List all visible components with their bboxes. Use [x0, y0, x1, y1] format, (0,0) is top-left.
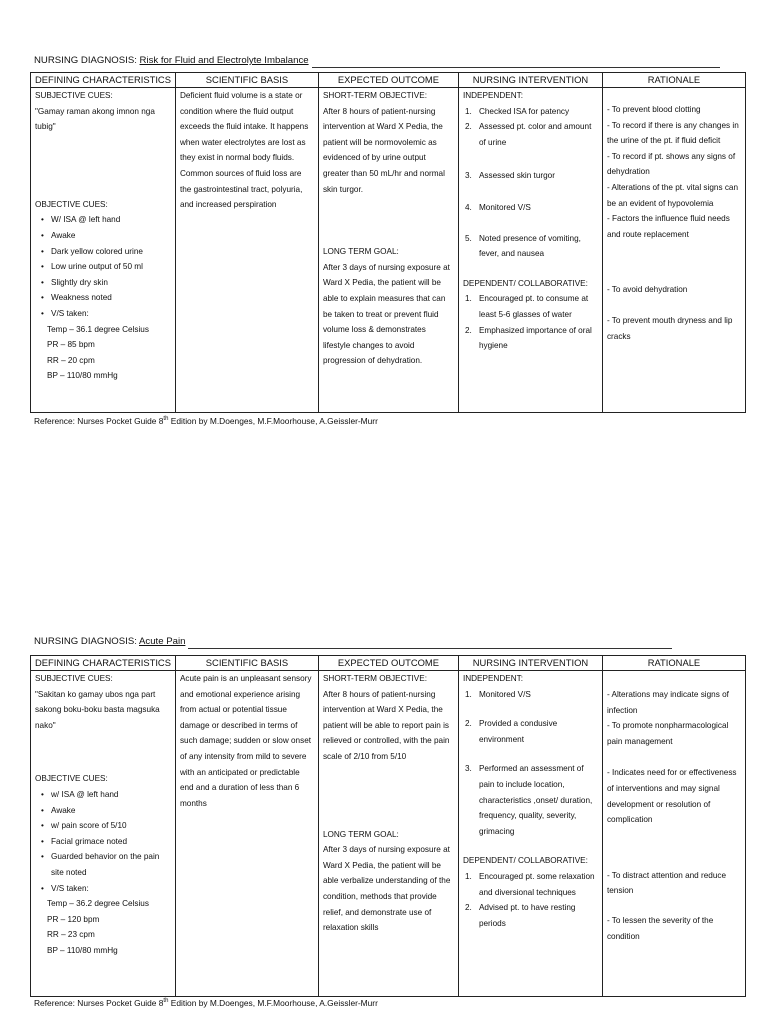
nursing-intervention-cell: [458, 88, 602, 413]
vital-sign: Temp – 36.1 degree Celsius: [47, 324, 149, 334]
short-term-text: After 8 hours of patient-nursing intervention at Ward X Pedia, the patient will be able to report pain is relieved or controlled, with the pain scale of 2/10 from 5/10: [322, 689, 450, 761]
diagnosis-underline: [312, 67, 720, 68]
subjective-quote: "Sakitan ko gamay ubos nga part sakong boku-boku basta magsuka nako": [35, 689, 160, 730]
short-term-label: SHORT-TERM OBJECTIVE:: [322, 91, 427, 100]
intervention-item: 3. Performed an assessment of pain to include location, characteristics ,onset/ duration, frequency, quality, severity, grimacing: [464, 764, 593, 836]
subjective-quote: "Gamay raman akong imnon nga tubig": [35, 106, 155, 132]
header-defining-characteristics: DEFINING CHARACTERISTICS: [31, 73, 176, 88]
diagnosis-underline: [188, 648, 672, 649]
vital-sign: BP – 110/80 mmHg: [47, 945, 118, 955]
short-term-text: After 8 hours of patient-nursing intervention at Ward X Pedia, the patient will be normovolemic as evidenced of by urine output greater than 50 mL/hr and normal skin turgor.: [322, 106, 445, 194]
long-term-text: After 3 days of nursing exposure at Ward X Pedia, the patient will be able verbalize understanding of the condition, methods that provide relief, and demonstrate use of relaxation skills: [322, 845, 451, 933]
intervention-item: 1. Encouraged pt. some relaxation and diversional techniques: [464, 871, 595, 897]
vital-sign: BP – 110/80 mmHg: [47, 371, 118, 381]
dependent-label: DEPENDENT/ COLLABORATIVE:: [462, 278, 588, 288]
header-expected-outcome: EXPECTED OUTCOME: [318, 73, 458, 88]
independent-label: INDEPENDENT:: [462, 674, 524, 683]
intervention-item: 2. Provided a condusive environment: [464, 719, 558, 744]
short-term-label: SHORT-TERM OBJECTIVE:: [322, 674, 427, 683]
diagnosis-title: Acute Pain: [139, 636, 186, 647]
rationale-text: - Indicates need for or effectiveness of interventions and may signal development or resolution of complication: [606, 768, 739, 825]
objective-cue: • W/ ISA @ left hand: [45, 212, 171, 228]
objective-cue: • Awake: [45, 228, 171, 244]
subjective-label: SUBJECTIVE CUES:: [35, 91, 113, 100]
care-plan-table-2: [30, 655, 746, 997]
intervention-item: 4. Monitored V/S: [464, 202, 531, 212]
objective-label: OBJECTIVE CUES:: [35, 774, 108, 784]
header-nursing-intervention: NURSING INTERVENTION: [458, 73, 602, 88]
diagnosis-title: Risk for Fluid and Electrolyte Imbalance: [139, 55, 309, 66]
header-expected-outcome: EXPECTED OUTCOME: [318, 656, 458, 671]
intervention-item: 2. Emphasized importance of oral hygiene: [464, 325, 592, 351]
header-scientific-basis: SCIENTIFIC BASIS: [175, 656, 318, 671]
intervention-item: 2. Assessed pt. color and amount of urine: [464, 122, 592, 147]
intervention-item: 1. Checked ISA for patency: [464, 106, 570, 116]
header-defining-characteristics: DEFINING CHARACTERISTICS: [31, 656, 176, 671]
care-plan-table-1: [30, 72, 746, 413]
rationale-text: - To distract attention and reduce tension: [606, 870, 729, 896]
rationale-text: - To lessen the severity of the condition: [606, 915, 716, 941]
objective-cue: • V/S taken:: [45, 881, 171, 897]
header-scientific-basis: SCIENTIFIC BASIS: [175, 73, 318, 88]
rationale-text: - To prevent blood clotting - To record if there is any changes in the urine of the pt. if fluid deficit - To record if pt. shows any signs of dehydration - Alterations of the pt. vital signs can be an evident of hypovolemia - Factors the influence fluid needs and route replacement: [606, 105, 739, 239]
objective-label: OBJECTIVE CUES:: [35, 199, 108, 209]
vital-sign: RR – 20 cpm: [47, 355, 95, 365]
header-rationale: RATIONALE: [602, 656, 745, 671]
independent-label: INDEPENDENT:: [462, 91, 524, 100]
objective-cue: • Guarded behavior on the pain site noted: [45, 849, 171, 880]
expected-outcome-cell: [318, 671, 458, 997]
intervention-item: 5. Noted presence of vomiting, fever, and nausea: [464, 233, 581, 259]
vital-sign: PR – 120 bpm: [47, 914, 100, 924]
reference-note: Reference: Nurses Pocket Guide 8th Edition by M.Doenges, M.F.Moorhouse, A.Geissler-Murr: [34, 998, 378, 1008]
objective-cue: • V/S taken:: [45, 306, 171, 322]
rationale-cell: [602, 671, 745, 997]
objective-cue: • Dark yellow colored urine: [45, 244, 171, 260]
header-nursing-intervention: NURSING INTERVENTION: [458, 656, 602, 671]
nursing-intervention-cell: [458, 671, 602, 997]
reference-note: Reference: Nurses Pocket Guide 8th Edition by M.Doenges, M.F.Moorhouse, A.Geissler-Murr: [34, 416, 378, 426]
intervention-item: 1. Monitored V/S: [464, 689, 531, 699]
objective-cue: • Weakness noted: [45, 290, 171, 306]
defining-characteristics-cell: [31, 88, 176, 413]
scientific-basis-text: Acute pain is an unpleasant sensory and emotional experience arising from actual or potential tissue damage or described in terms of such damage; sudden or slow onset of any intensity from mild to severe with an anticipated or predictable end and a duration of less than 6 months: [179, 674, 312, 808]
nursing-diagnosis-1: NURSING DIAGNOSIS: Risk for Fluid and Electrolyte Imbalance: [34, 55, 309, 66]
header-rationale: RATIONALE: [602, 73, 745, 88]
intervention-item: 2. Advised pt. to have resting periods: [464, 903, 576, 928]
vital-sign: PR – 85 bpm: [47, 340, 95, 350]
objective-cue: • Facial grimace noted: [45, 834, 171, 850]
objective-cue: • w/ pain score of 5/10: [45, 818, 171, 834]
scientific-basis-cell: [175, 671, 318, 997]
nursing-diagnosis-2: NURSING DIAGNOSIS: Acute Pain: [34, 636, 186, 647]
objective-cue: • Slightly dry skin: [45, 275, 171, 291]
intervention-item: 1. Encouraged pt. to consume at least 5-6 glasses of water: [464, 294, 589, 319]
scientific-basis-text: Deficient fluid volume is a state or condition where the fluid output exceeds the fluid intake. It happens when water electrolytes are lost as they exist in normal body fluids. Common sources of fluid loss are the gastrointestinal tract, polyuria, and increased perspiration: [179, 91, 309, 210]
rationale-text: - To avoid dehydration: [606, 285, 688, 295]
long-term-text: After 3 days of nursing exposure at Ward X Pedia, the patient will be able to explain measures that can be taken to treat or prevent fluid volume loss & demonstrates lifestyle changes to avoid progression of dehydration.: [322, 262, 450, 366]
rationale-cell: [602, 88, 745, 413]
objective-cue: • Low urine output of 50 ml: [45, 259, 171, 275]
vital-sign: Temp – 36.2 degree Celsius: [47, 899, 149, 909]
expected-outcome-cell: [318, 88, 458, 413]
rationale-text: - Alterations may indicate signs of infection - To promote nonpharmacological pain management: [606, 690, 729, 746]
objective-cue: • Awake: [45, 803, 171, 819]
long-term-label: LONG TERM GOAL:: [322, 247, 399, 257]
intervention-item: 3. Assessed skin turgor: [464, 171, 555, 181]
scientific-basis-cell: [175, 88, 318, 413]
dependent-label: DEPENDENT/ COLLABORATIVE:: [462, 856, 588, 866]
subjective-label: SUBJECTIVE CUES:: [35, 674, 113, 683]
long-term-label: LONG TERM GOAL:: [322, 829, 399, 839]
defining-characteristics-cell: [31, 671, 176, 997]
rationale-text: - To prevent mouth dryness and lip cracks: [606, 315, 735, 341]
vital-sign: RR – 23 cpm: [47, 930, 95, 940]
objective-cue: • w/ ISA @ left hand: [45, 787, 171, 803]
